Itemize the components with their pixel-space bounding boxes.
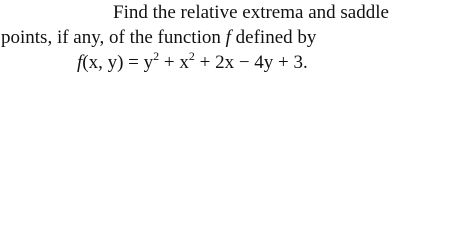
problem-line-2-suffix: defined by (230, 27, 317, 48)
equation-exponent-y: 2 (153, 48, 160, 63)
problem-line-2-prefix: points, if any, of the function (1, 27, 226, 48)
problem-line-1: Find the relative extrema and saddle (113, 2, 389, 23)
equation-tail: + 2x − 4y + 3. (194, 52, 308, 73)
equation-function-symbol: f (77, 52, 83, 73)
problem-statement (0, 0, 465, 77)
equation-middle: + x (159, 52, 189, 73)
function-equation (77, 48, 308, 74)
equation-exponent-x: 2 (188, 48, 195, 63)
function-symbol: f (225, 27, 231, 48)
equation-args: (x, y) = y (82, 52, 154, 73)
problem-line-2 (1, 27, 316, 49)
